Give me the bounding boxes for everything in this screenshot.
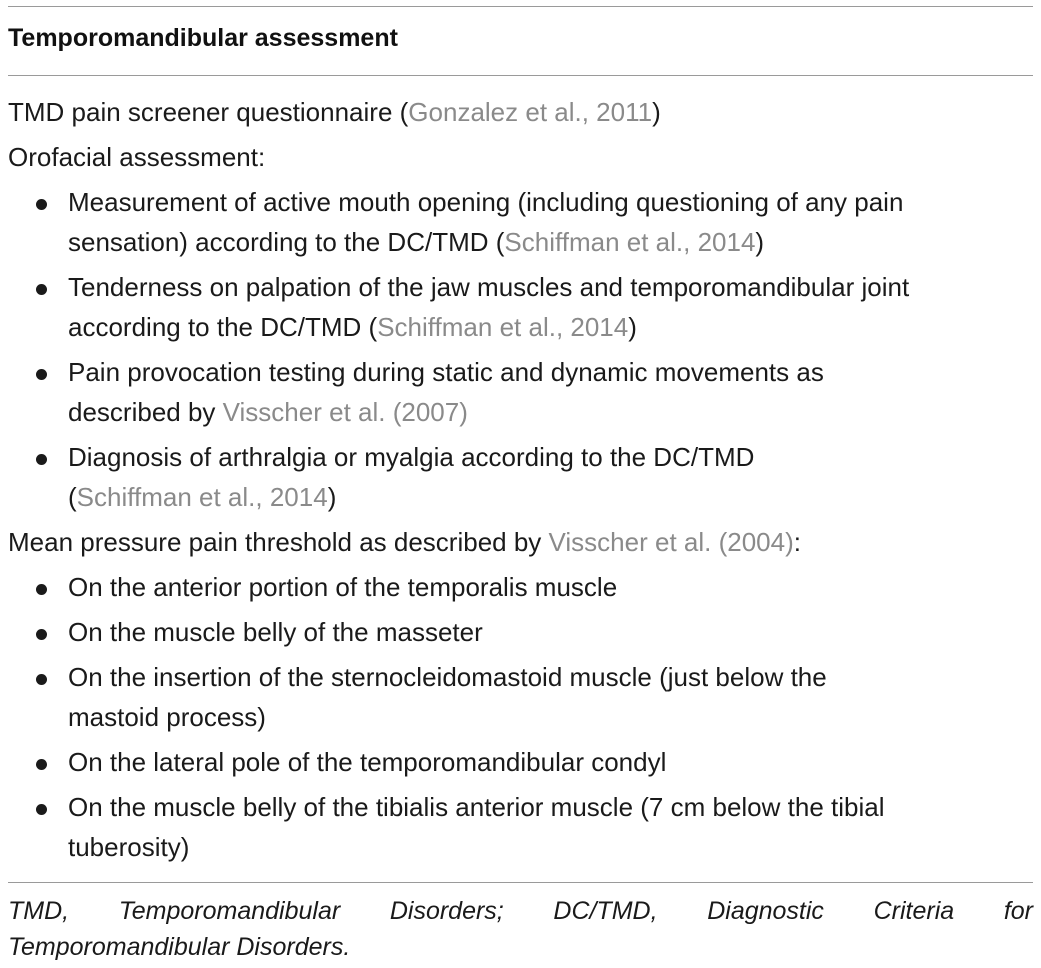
list-item: On the insertion of the sternocleidomastoid muscle (just below the (68, 662, 827, 692)
bullet-icon (36, 674, 47, 685)
table-header: Temporomandibular assessment (8, 24, 398, 52)
list-item-continuation: (Schiffman et al., 2014) (68, 482, 337, 512)
bullet-icon (36, 804, 47, 815)
bullet-icon (36, 369, 47, 380)
row-tmd-screener: TMD pain screener questionnaire (Gonzalez et al., 2011) (8, 97, 661, 127)
citation-link[interactable]: Schiffman et al., 2014 (76, 482, 328, 512)
citation-link[interactable]: Gonzalez et al., 2011 (408, 97, 653, 127)
bullet-icon (36, 284, 47, 295)
top-rule (8, 6, 1033, 7)
bullet-icon (36, 454, 47, 465)
list-item: Diagnosis of arthralgia or myalgia according to the DC/TMD (68, 442, 755, 472)
list-item: On the anterior portion of the temporalis muscle (68, 572, 618, 602)
table-footnote-line2: Temporomandibular Disorders. (8, 933, 351, 961)
list-item: Measurement of active mouth opening (including questioning of any pain (68, 187, 904, 217)
list-item: On the lateral pole of the temporomandibular condyl (68, 747, 667, 777)
row-orofacial-heading: Orofacial assessment: (8, 142, 266, 172)
list-item-continuation: described by Visscher et al. (2007) (68, 397, 468, 427)
row-pressure-threshold-heading: Mean pressure pain threshold as described by Visscher et al. (2004): (8, 527, 801, 557)
list-item: Tenderness on palpation of the jaw muscles and temporomandibular joint (68, 272, 910, 302)
list-item: Pain provocation testing during static and dynamic movements as (68, 357, 824, 387)
bullet-icon (36, 199, 47, 210)
citation-link[interactable]: Visscher et al. (2004) (548, 527, 794, 557)
bullet-icon (36, 584, 47, 595)
list-item: On the muscle belly of the masseter (68, 617, 483, 647)
list-item-continuation: mastoid process) (68, 702, 266, 732)
citation-link[interactable]: Schiffman et al., 2014 (377, 312, 629, 342)
header-rule (8, 75, 1033, 76)
citation-link[interactable]: Visscher et al. (2007) (222, 397, 468, 427)
list-item-continuation: tuberosity) (68, 832, 190, 862)
table-footnote-line1: TMD, Temporomandibular Disorders; DC/TMD, Diagnostic Criteria for (8, 897, 1033, 925)
bullet-icon (36, 759, 47, 770)
list-item: On the muscle belly of the tibialis anterior muscle (7 cm below the tibial (68, 792, 885, 822)
list-item-continuation: according to the DC/TMD (Schiffman et al., 2014) (68, 312, 637, 342)
list-item-continuation: sensation) according to the DC/TMD (Schiffman et al., 2014) (68, 227, 765, 257)
footer-rule (8, 882, 1033, 883)
citation-link[interactable]: Schiffman et al., 2014 (504, 227, 756, 257)
bullet-icon (36, 629, 47, 640)
